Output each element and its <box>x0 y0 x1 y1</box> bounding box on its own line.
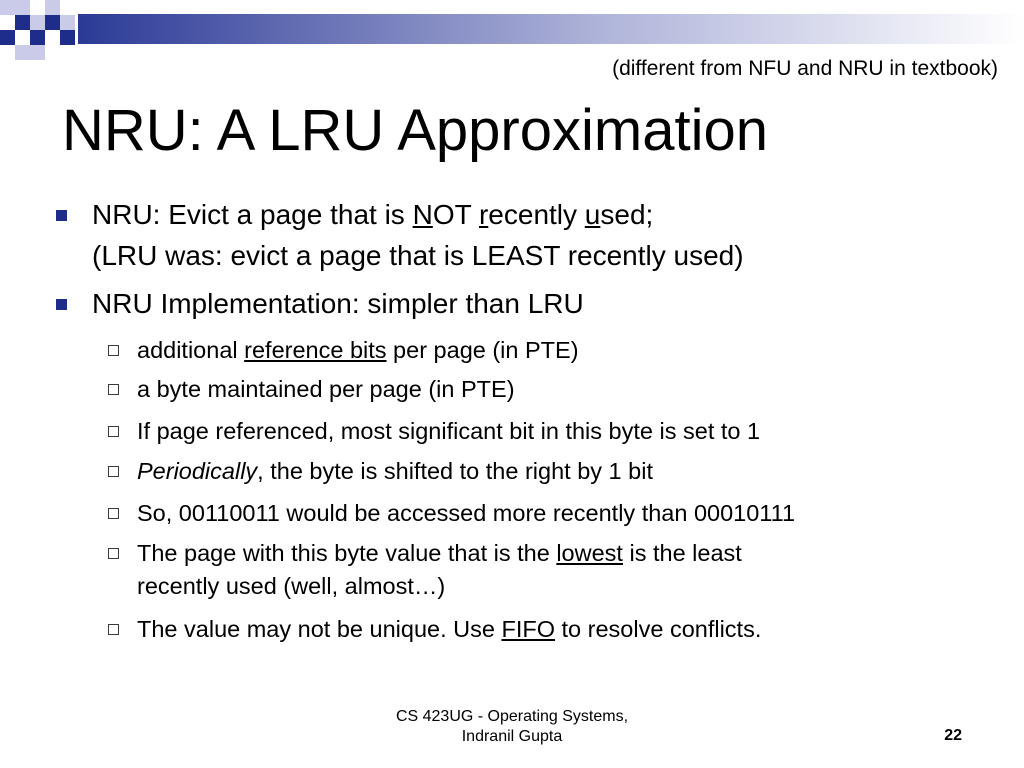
subbullet-text: additional reference bits per page (in PTE) <box>137 337 579 363</box>
hollow-square-bullet-icon <box>108 624 119 635</box>
subbullet-text-continuation: recently used (well, almost…) <box>137 573 446 599</box>
square-bullet-icon <box>56 210 67 221</box>
hollow-square-bullet-icon <box>108 345 119 356</box>
subbullet-text: The page with this byte value that is the lowest is the least <box>137 540 742 566</box>
subbullet-text: Periodically, the byte is shifted to the right by 1 bit <box>137 458 653 484</box>
square-bullet-icon <box>56 299 67 310</box>
subbullet-text: The value may not be unique. Use FIFO to resolve conflicts. <box>137 616 762 642</box>
bullet-text: NRU Implementation: simpler than LRU <box>92 288 584 319</box>
hollow-square-bullet-icon <box>108 384 119 395</box>
hollow-square-bullet-icon <box>108 548 119 559</box>
page-number: 22 <box>944 727 962 744</box>
footer-author: Indranil Gupta <box>461 728 563 745</box>
slide-tagline: (different from NFU and NRU in textbook) <box>612 57 998 80</box>
subbullet-text: If page referenced, most significant bit in this byte is set to 1 <box>137 418 761 444</box>
slide-title: NRU: A LRU Approximation <box>62 98 768 163</box>
bullet-text: NRU: Evict a page that is NOT recently used; <box>92 199 654 230</box>
slide-footer <box>396 707 628 747</box>
subbullet-text: So, 00110011 would be accessed more recently than 00010111 <box>137 500 796 526</box>
hollow-square-bullet-icon <box>108 466 119 477</box>
bullet-text-continuation: (LRU was: evict a page that is LEAST recently used) <box>92 240 744 271</box>
subbullet-text: a byte maintained per page (in PTE) <box>137 376 515 402</box>
footer-course: CS 423UG - Operating Systems, <box>395 708 629 725</box>
hollow-square-bullet-icon <box>108 426 119 437</box>
hollow-square-bullet-icon <box>108 508 119 519</box>
